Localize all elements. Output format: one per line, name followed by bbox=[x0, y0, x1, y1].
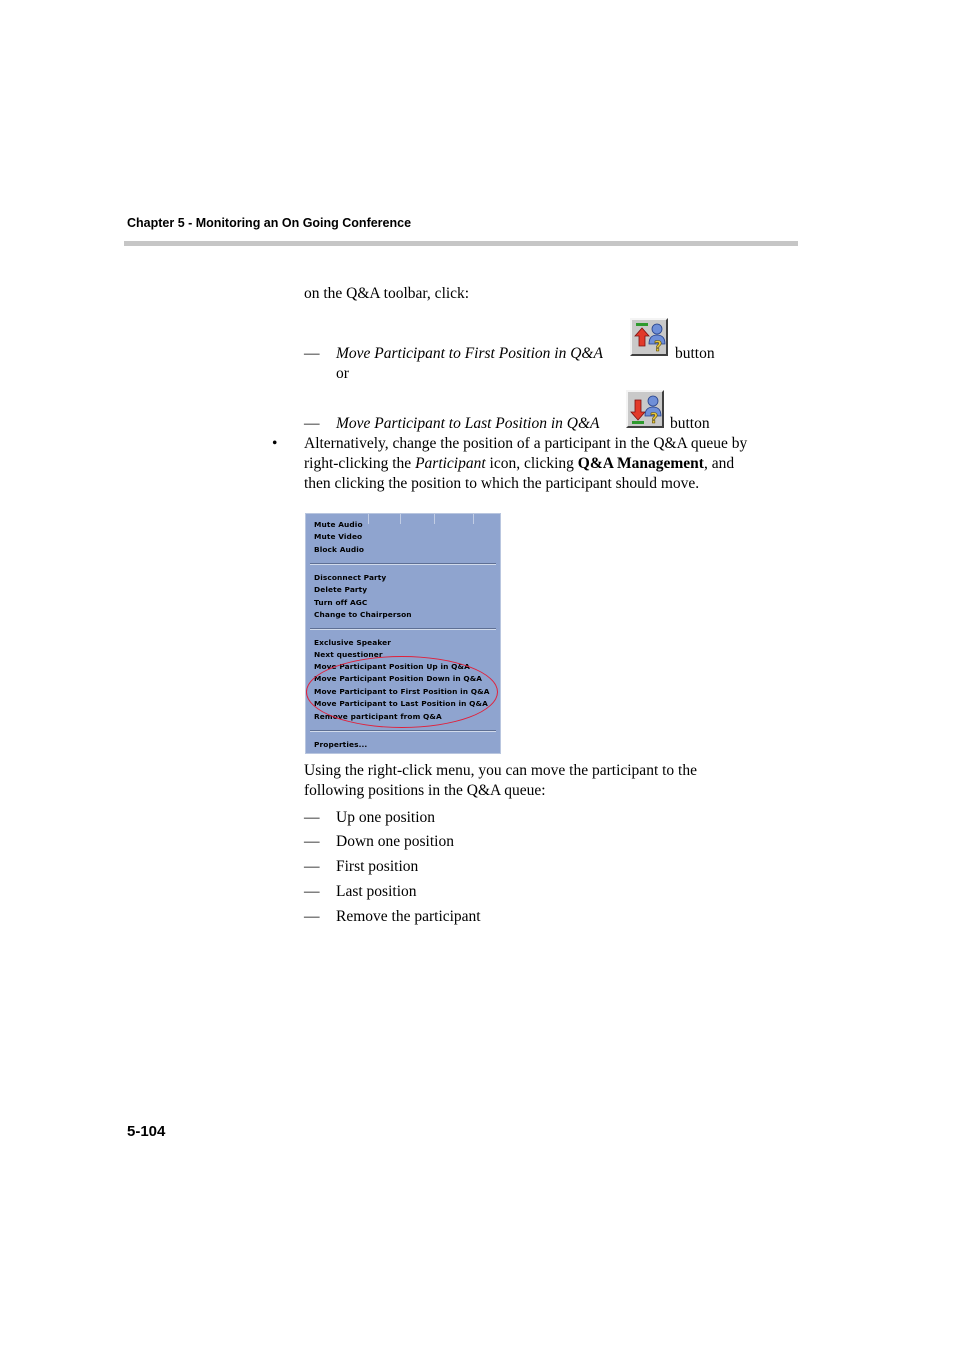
menu-item-change-to-chairperson[interactable]: Change to Chairperson bbox=[314, 610, 412, 619]
alt-line-2-pre: right-clicking the bbox=[304, 455, 416, 472]
dash-marker: — bbox=[304, 415, 320, 432]
move-first-position-icon bbox=[632, 320, 666, 354]
menu-item-mute-audio[interactable]: Mute Audio bbox=[314, 520, 363, 529]
menu-separator bbox=[310, 628, 496, 630]
alt-line-3: then clicking the position to which the participant should move. bbox=[304, 475, 700, 492]
menu-separator bbox=[310, 730, 496, 732]
context-menu bbox=[305, 513, 501, 754]
dash-marker: — bbox=[304, 809, 320, 826]
move-last-label: Move Participant to Last Position in Q&A bbox=[336, 415, 600, 432]
menu-item-move-down[interactable]: Move Participant Position Down in Q&A bbox=[314, 674, 483, 683]
move-first-label: Move Participant to First Position in Q&A bbox=[336, 345, 603, 362]
menu-item-delete-party[interactable]: Delete Party bbox=[314, 585, 368, 594]
menu-item-exclusive-speaker[interactable]: Exclusive Speaker bbox=[314, 638, 392, 647]
alt-line-1: Alternatively, change the position of a participant in the Q&A queue by bbox=[304, 435, 748, 452]
svg-text:?: ? bbox=[654, 339, 663, 354]
dash-marker: — bbox=[304, 908, 320, 925]
highlight-ellipse bbox=[306, 656, 498, 728]
menu-item-move-first[interactable]: Move Participant to First Position in Q&A bbox=[314, 687, 490, 696]
dash-marker: — bbox=[304, 833, 320, 850]
position-remove: Remove the participant bbox=[336, 908, 481, 925]
menu-item-next-questioner[interactable]: Next questioner bbox=[314, 650, 383, 659]
or-text: or bbox=[336, 365, 349, 382]
menu-item-block-audio[interactable]: Block Audio bbox=[314, 545, 365, 554]
chapter-header: Chapter 5 - Monitoring an On Going Conference bbox=[127, 216, 412, 230]
menu-item-disconnect-party[interactable]: Disconnect Party bbox=[314, 573, 387, 582]
header-rule bbox=[124, 241, 798, 246]
button-word: button bbox=[675, 345, 715, 362]
after-menu-line-1: Using the right-click menu, you can move the participant to the bbox=[304, 762, 697, 779]
bullet-marker: • bbox=[272, 435, 278, 452]
position-first: First position bbox=[336, 858, 419, 875]
move-last-position-icon bbox=[628, 392, 662, 426]
move-last-position-button[interactable] bbox=[626, 390, 664, 428]
position-last: Last position bbox=[336, 883, 417, 900]
svg-text:?: ? bbox=[650, 411, 659, 426]
dash-marker: — bbox=[304, 883, 320, 900]
dash-marker: — bbox=[304, 345, 320, 362]
button-word: button bbox=[670, 415, 710, 432]
page-number: 5-104 bbox=[127, 1123, 166, 1140]
menu-item-mute-video[interactable]: Mute Video bbox=[314, 532, 363, 541]
position-up-one: Up one position bbox=[336, 809, 436, 826]
menu-item-remove-participant[interactable]: Remove participant from Q&A bbox=[314, 712, 442, 721]
alt-line-2 bbox=[304, 454, 734, 474]
position-down-one: Down one position bbox=[336, 833, 454, 850]
menu-item-properties[interactable]: Properties... bbox=[314, 740, 368, 749]
menu-item-turn-off-agc[interactable]: Turn off AGC bbox=[314, 598, 368, 607]
intro-text: on the Q&A toolbar, click: bbox=[304, 285, 470, 302]
move-first-position-button[interactable] bbox=[630, 318, 668, 356]
after-menu-line-2: following positions in the Q&A queue: bbox=[304, 782, 546, 799]
alt-line-2-post: , and bbox=[703, 455, 735, 472]
menu-item-move-up[interactable]: Move Participant Position Up in Q&A bbox=[314, 662, 470, 671]
menu-item-move-last[interactable]: Move Participant to Last Position in Q&A bbox=[314, 699, 488, 708]
alt-line-2-mid: icon, clicking bbox=[485, 455, 578, 472]
menu-separator bbox=[310, 563, 496, 565]
dash-marker: — bbox=[304, 858, 320, 875]
participant-term: Participant bbox=[415, 455, 486, 472]
qa-management-term: Q&A Management bbox=[577, 455, 704, 472]
